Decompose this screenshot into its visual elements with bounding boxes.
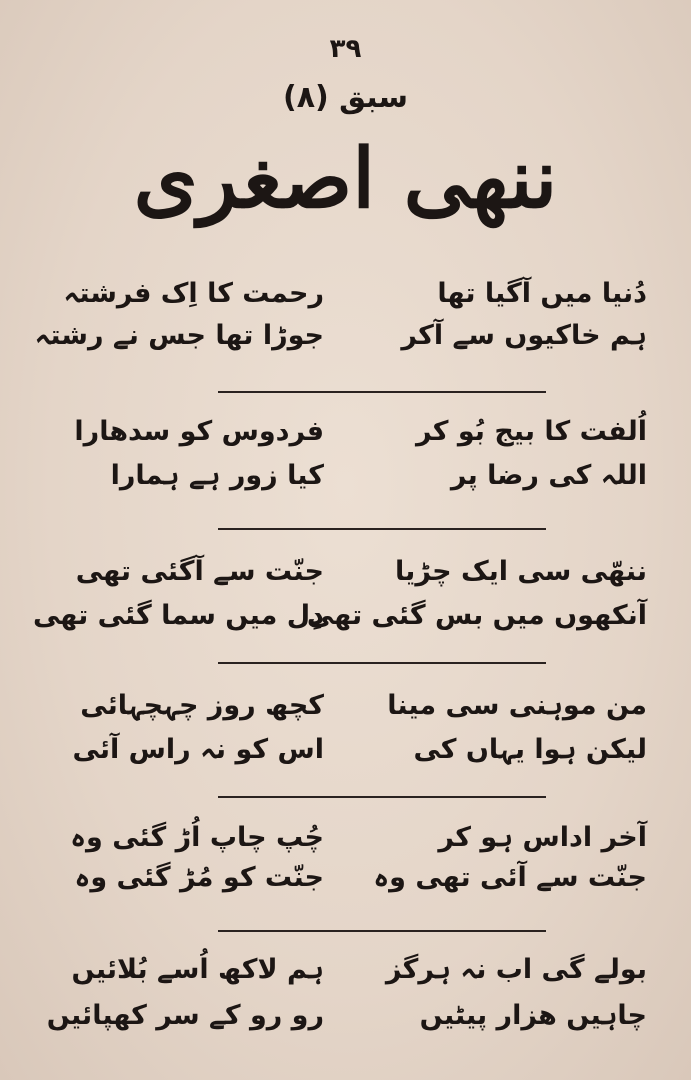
- first-hemistich: جنّت سے آئی تھی وہ: [373, 862, 647, 893]
- second-hemistich: چُپ چاپ اُڑ گئی وہ: [70, 822, 324, 853]
- first-hemistich: بولے گی اب نہ ہرگز: [385, 954, 647, 985]
- stanza-divider: [218, 391, 546, 393]
- stanza-divider: [218, 930, 546, 932]
- stanza-divider: [218, 662, 546, 664]
- page-number: ۳۹: [329, 34, 362, 64]
- second-hemistich: جنّت کو مُڑ گئی وہ: [74, 862, 324, 893]
- second-hemistich: دِل میں سما گئی تھی: [32, 600, 324, 631]
- first-hemistich: اللہ کی رضا پر: [450, 460, 647, 491]
- verse-line: [0, 596, 691, 636]
- verse-line: [0, 552, 691, 592]
- second-hemistich: کیا زور ہے ہمارا: [110, 460, 324, 491]
- stanza-divider: [218, 528, 546, 530]
- first-hemistich: اُلفت کا بیج بُو کر: [415, 416, 647, 447]
- verse-line: [0, 274, 691, 314]
- second-hemistich: رو رو کے سر کھپائیں: [46, 1000, 324, 1031]
- first-hemistich: دُنیا میں آگیا تھا: [437, 278, 647, 309]
- second-hemistich: کچھ روز چہچہائی: [80, 690, 324, 721]
- second-hemistich: اس کو نہ راس آئی: [72, 734, 324, 765]
- second-hemistich: فردوس کو سدھارا: [74, 416, 324, 447]
- second-hemistich: ہم لاکھ اُسے بُلائیں: [71, 954, 324, 985]
- stanza-divider: [218, 796, 546, 798]
- second-hemistich: جنّت سے آگئی تھی: [75, 556, 324, 587]
- verse-line: [0, 412, 691, 452]
- second-hemistich: جوڑا تھا جس نے رشتہ: [34, 320, 324, 351]
- verse-line: [0, 730, 691, 770]
- first-hemistich: ہم خاکیوں سے آکر: [401, 320, 647, 351]
- verse-line: [0, 858, 691, 898]
- poem-title: ننھی اصغری: [133, 131, 558, 227]
- verse-line: [0, 686, 691, 726]
- verse-line: [0, 996, 691, 1036]
- verse-line: [0, 950, 691, 990]
- first-hemistich: ننھّی سی ایک چڑیا: [395, 556, 647, 587]
- verse-line: [0, 316, 691, 356]
- second-hemistich: رحمت کا اِک فرشتہ: [63, 278, 324, 309]
- first-hemistich: چاہیں ھزار پیٹیں: [419, 1000, 647, 1031]
- verse-line: [0, 818, 691, 858]
- first-hemistich: آنکھوں میں بس گئی تھی: [306, 600, 647, 631]
- first-hemistich: لیکن ہوا یہاں کی: [413, 734, 647, 765]
- lesson-heading: سبق (۸): [283, 80, 408, 115]
- first-hemistich: آخر اداس ہو کر: [438, 822, 647, 853]
- first-hemistich: من موہنی سی مینا: [387, 690, 647, 721]
- verse-line: [0, 456, 691, 496]
